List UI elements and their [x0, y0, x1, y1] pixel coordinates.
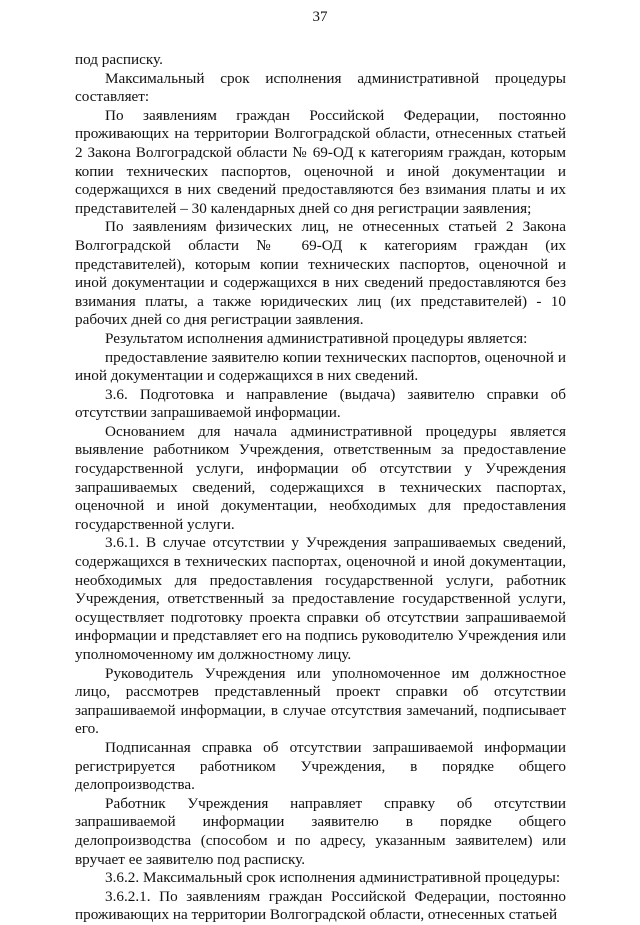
- paragraph: предоставление заявителю копии технических паспортов, оценочной и иной документации и содержащихся в них сведений.: [75, 348, 566, 385]
- page-number: 37: [312, 9, 328, 25]
- paragraph: По заявлениям физических лиц, не отнесенных статьей 2 Закона Волгоградской области № 69-ОД к категориям граждан (их представителей), которым копии технических паспортов, оценочной и иной документации и содержащихся в них сведений предоставляются без взимания платы, а также юридических лиц (их представителей) - 10 рабочих дней со дня регистрации заявления.: [75, 218, 566, 329]
- paragraph: Работник Учреждения направляет справку об отсутствии запрашиваемой информации заявителю в порядке общего делопроизводства (способом и по адресу, указанным заявителем) или вручает ее заявителю под расписку.: [75, 794, 566, 868]
- paragraph: Основанием для начала административной процедуры является выявление работником Учреждения, ответственным за предоставление государственной услуги, информации об отсутствии у Учреждения запрашиваемых сведений, содержащихся в технических паспортах, оценочной и иной документации, необходимых для предоставления государственной услуги.: [75, 422, 566, 533]
- paragraph: под расписку.: [75, 51, 163, 68]
- paragraph: Подписанная справка об отсутствии запрашиваемой информации регистрируется работником Учреждения, в порядке общего делопроизводства.: [75, 738, 566, 794]
- document-body: [75, 51, 566, 925]
- section-3-6-1: 3.6.1. В случае отсутствии у Учреждения запрашиваемых сведений, содержащихся в технических паспортах, оценочной и иной документации, необходимых для предоставления государственной услуги, работник Учреждения, ответственный за предоставление государственной услуги, осуществляет подготовку проекта справки об отсутствии запрашиваемой информации и представляет его на подпись руководителю Учреждения или уполномоченному им должностному лицу.: [75, 534, 566, 663]
- paragraph: По заявлениям граждан Российской Федерации, постоянно проживающих на территории Волгоградской области, отнесенных статьей 2 Закона Волгоградской области № 69-ОД к категориям граждан, которым копии технических паспортов, оценочной и иной документации и содержащихся в них сведений предоставляются без взимания платы и их представителей – 30 календарных дней со дня регистрации заявления;: [75, 106, 566, 217]
- section-heading-3-6: 3.6. Подготовка и направление (выдача) заявителю справки об отсутствии запрашиваемой информации.: [75, 385, 566, 422]
- section-3-6-2-1: 3.6.2.1. По заявлениям граждан Российской Федерации, постоянно проживающих на территории Волгоградской области, отнесенных статьей: [75, 887, 566, 924]
- section-3-6-2: 3.6.2. Максимальный срок исполнения административной процедуры:: [105, 869, 561, 887]
- paragraph: Руководитель Учреждения или уполномоченное им должностное лицо, рассмотрев представленный проект справки об отсутствии запрашиваемой информации, в случае отсутствия замечаний, подписывает его.: [75, 664, 566, 738]
- paragraph: Максимальный срок исполнения административной процедуры составляет:: [75, 69, 566, 106]
- paragraph: Результатом исполнения административной процедуры является:: [105, 329, 528, 347]
